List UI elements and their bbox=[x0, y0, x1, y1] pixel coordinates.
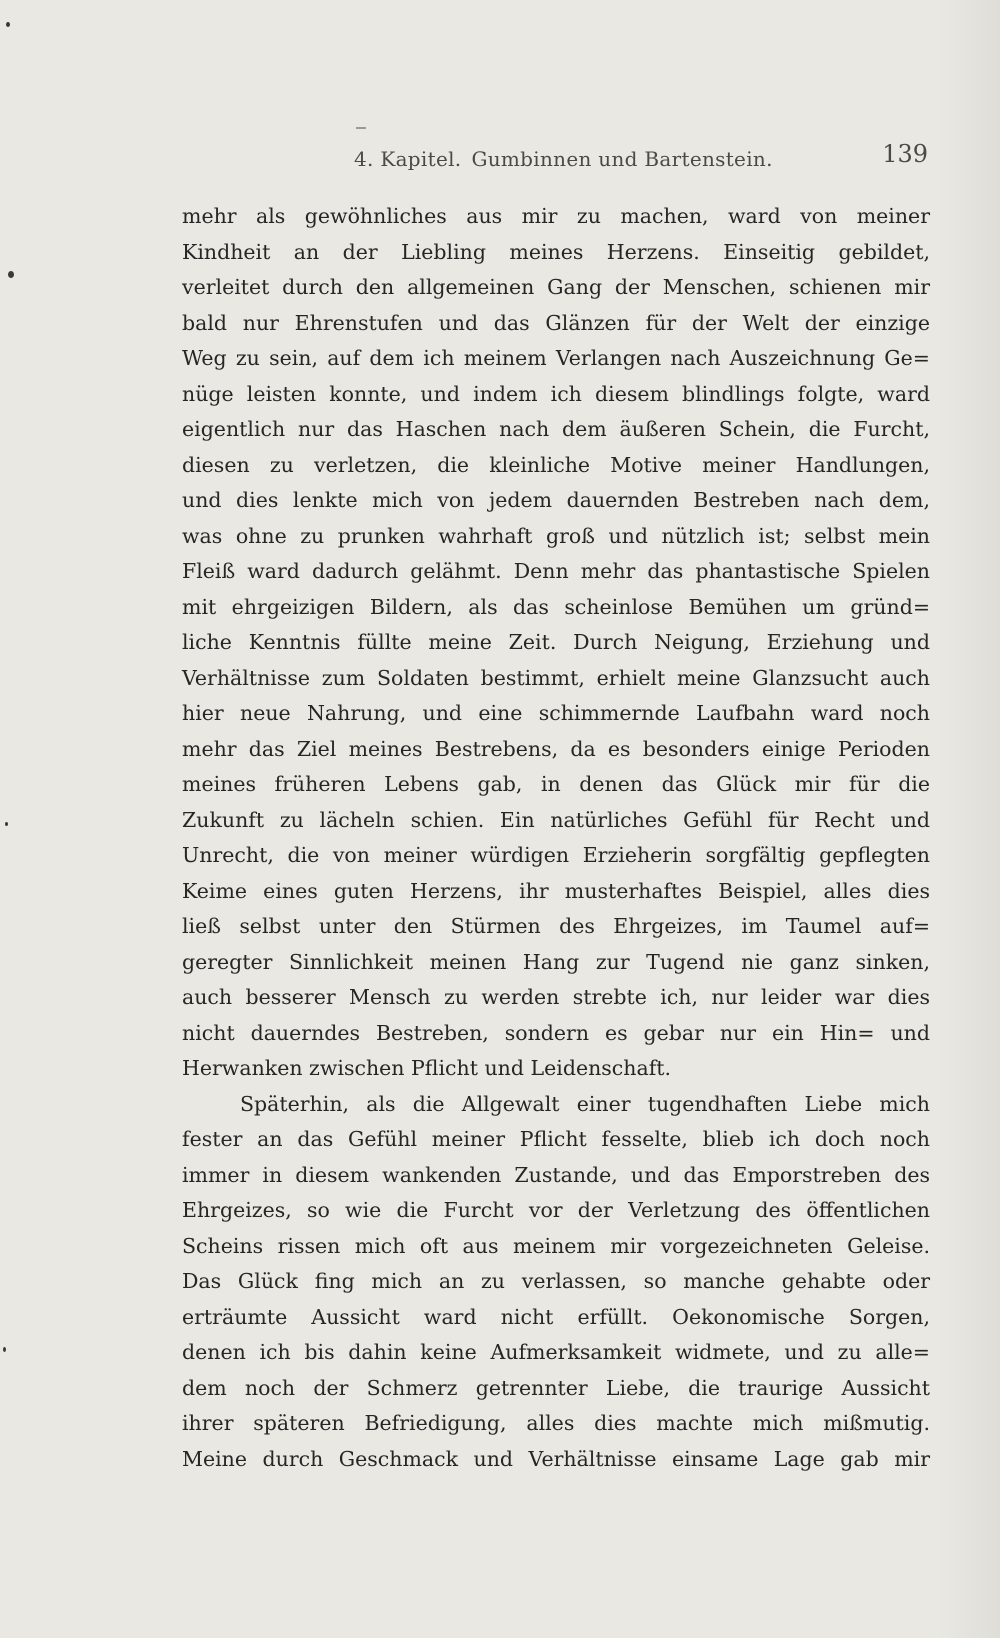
text-line: ließ selbst unter den Stürmen des Ehrgeizes, im Taumel auf= bbox=[182, 914, 930, 938]
scan-speck bbox=[3, 1347, 6, 1352]
text-line: liche Kenntnis füllte meine Zeit. Durch Neigung, Erziehung und bbox=[182, 630, 930, 654]
running-header bbox=[354, 135, 773, 171]
text-line: nicht dauerndes Bestreben, sondern es gebar nur ein Hin= und bbox=[182, 1020, 930, 1045]
text-line: dem noch der Schmerz getrennter Liebe, die traurige Aussicht bbox=[182, 1375, 930, 1400]
text-line: verleitet durch den allgemeinen Gang der Menschen, schienen mir bbox=[182, 275, 930, 299]
text-line: und dies lenkte mich von jedem dauernden Bestreben nach dem, bbox=[182, 488, 930, 512]
text-line: Verhältnisse zum Soldaten bestimmt, erhielt meine Glanzsucht auch bbox=[182, 665, 930, 690]
text-line: Weg zu sein, auf dem ich meinem Verlangen nach Auszeichnung Ge= bbox=[182, 346, 930, 370]
text-line: Meine durch Geschmack und Verhältnisse einsame Lage gab mir bbox=[182, 1446, 930, 1471]
text-line: auch besserer Mensch zu werden strebte ich, nur leider war dies bbox=[182, 985, 930, 1009]
text-line: fester an das Gefühl meiner Pflicht fesselte, blieb ich doch noch bbox=[182, 1127, 930, 1151]
text-line: Zukunft zu lächeln schien. Ein natürliches Gefühl für Recht und bbox=[182, 807, 930, 832]
page-edge-shadow bbox=[940, 0, 1000, 1638]
chapter-title: Gumbinnen und Bartenstein. bbox=[471, 147, 773, 171]
paragraph-start-line: Späterhin, als die Allgewalt einer tugendhaften Liebe mich bbox=[240, 1091, 930, 1116]
text-line: nüge leisten konnte, und indem ich diesem blindlings folgte, ward bbox=[182, 381, 930, 406]
text-line: was ohne zu prunken wahrhaft groß und nützlich ist; selbst mein bbox=[182, 523, 930, 548]
text-line: eigentlich nur das Haschen nach dem äußeren Schein, die Furcht, bbox=[182, 417, 930, 441]
chapter-label: 4. Kapitel. bbox=[354, 147, 462, 171]
text-line: Ehrgeizes, so wie die Furcht vor der Verletzung des öffentlichen bbox=[182, 1198, 930, 1222]
scan-speck bbox=[6, 22, 10, 27]
text-line: geregter Sinnlichkeit meinen Hang zur Tugend nie ganz sinken, bbox=[182, 949, 930, 974]
text-line: diesen zu verletzen, die kleinliche Motive meiner Handlungen, bbox=[182, 452, 930, 477]
scan-speck bbox=[8, 271, 14, 278]
text-line: mit ehrgeizigen Bildern, als das scheinlose Bemühen um gründ= bbox=[182, 594, 930, 619]
text-line: Kindheit an der Liebling meines Herzens. Einseitig gebildet, bbox=[182, 239, 930, 264]
text-line: denen ich bis dahin keine Aufmerksamkeit widmete, und zu alle= bbox=[182, 1340, 930, 1364]
paragraph-end-line: Herwanken zwischen Pflicht und Leidenschaft. bbox=[182, 1056, 672, 1080]
text-line: Unrecht, die von meiner würdigen Erzieherin sorgfältig gepflegten bbox=[182, 843, 930, 867]
text-line: mehr das Ziel meines Bestrebens, da es besonders einige Perioden bbox=[182, 736, 930, 761]
text-line: immer in diesem wankenden Zustande, und das Emporstreben des bbox=[182, 1162, 930, 1187]
body-text bbox=[182, 199, 930, 1477]
page-number: 139 bbox=[882, 140, 928, 168]
text-line: bald nur Ehrenstufen und das Glänzen für der Welt der einzige bbox=[182, 310, 930, 335]
text-line: ihrer späteren Befriedigung, alles dies machte mich mißmutig. bbox=[182, 1411, 930, 1435]
text-line: Keime eines guten Herzens, ihr musterhaftes Beispiel, alles dies bbox=[182, 878, 930, 903]
scan-speck bbox=[5, 822, 8, 826]
scan-dash bbox=[356, 127, 366, 129]
text-line: mehr als gewöhnliches aus mir zu machen, ward von meiner bbox=[182, 204, 930, 228]
text-line: Das Glück fing mich an zu verlassen, so manche gehabte oder bbox=[182, 1269, 930, 1293]
text-line: meines früheren Lebens gab, in denen das Glück mir für die bbox=[182, 772, 930, 796]
text-line: Scheins rissen mich oft aus meinem mir vorgezeichneten Geleise. bbox=[182, 1233, 930, 1258]
text-line: hier neue Nahrung, und eine schimmernde Laufbahn ward noch bbox=[182, 701, 930, 725]
text-line: erträumte Aussicht ward nicht erfüllt. Oekonomische Sorgen, bbox=[182, 1304, 930, 1329]
text-line: Fleiß ward dadurch gelähmt. Denn mehr das phantastische Spielen bbox=[182, 559, 930, 583]
